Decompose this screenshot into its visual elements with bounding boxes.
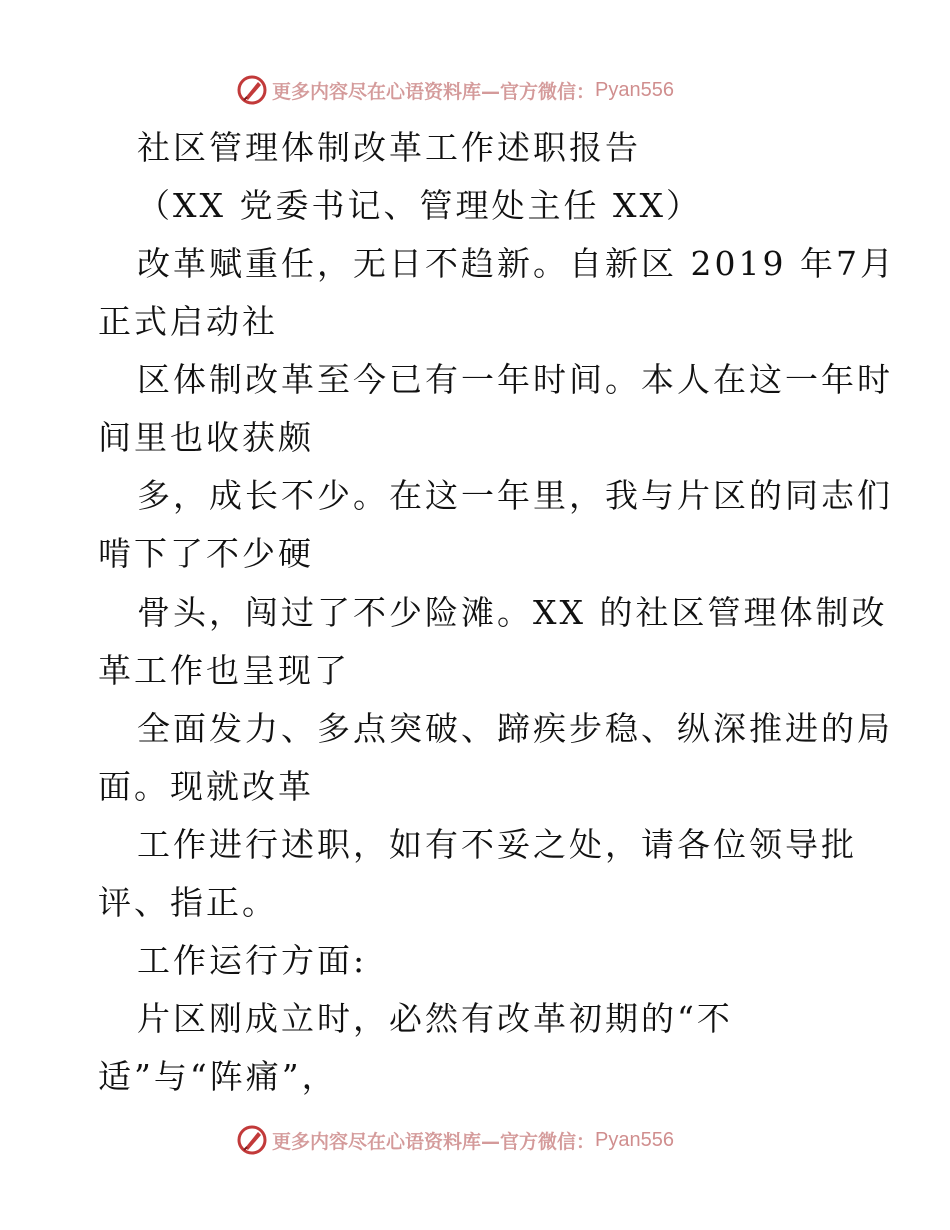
quill-pen-logo-icon xyxy=(236,74,268,106)
paragraph-line: 正式启动社 xyxy=(98,302,278,341)
watermark-wechat-id: Pyan556 xyxy=(595,1128,674,1151)
paragraph-line: 革工作也呈现了 xyxy=(98,651,350,690)
section-heading: 工作运行方面: xyxy=(137,941,368,980)
paragraph-line: 改革赋重任，无日不趋新。自新区 2019 年7月 xyxy=(137,244,896,283)
watermark-text: 更多内容尽在心语资料库—官方微信： xyxy=(272,1130,596,1153)
paragraph-line: 适”与“阵痛”， xyxy=(98,1057,338,1096)
paragraph-line: 全面发力、多点突破、蹄疾步稳、纵深推进的局 xyxy=(137,709,893,748)
paragraph-line: 区体制改革至今已有一年时间。本人在这一年时 xyxy=(137,360,893,399)
document-title: 社区管理体制改革工作述职报告 xyxy=(137,128,641,167)
paragraph-line: 面。现就改革 xyxy=(98,767,314,806)
watermark-wechat-id: Pyan556 xyxy=(595,78,674,101)
watermark-text: 更多内容尽在心语资料库—官方微信： xyxy=(272,80,596,103)
paragraph-line: 多，成长不少。在这一年里，我与片区的同志们 xyxy=(137,476,893,515)
paragraph-line: 片区刚成立时，必然有改革初期的“不 xyxy=(137,999,733,1038)
quill-pen-logo-icon xyxy=(236,1124,268,1156)
paragraph-line: 工作进行述职，如有不妥之处，请各位领导批 xyxy=(137,825,857,864)
watermark-banner-top xyxy=(236,72,674,108)
watermark-banner-bottom xyxy=(236,1122,674,1158)
paragraph-line: 骨头，闯过了不少险滩。XX 的社区管理体制改 xyxy=(137,593,888,632)
paragraph-line: 评、指正。 xyxy=(98,883,278,922)
paragraph-line: 啃下了不少硬 xyxy=(98,534,314,573)
paragraph-line: 间里也收获颇 xyxy=(98,418,314,457)
author-line: （XX 党委书记、管理处主任 XX） xyxy=(137,186,702,225)
